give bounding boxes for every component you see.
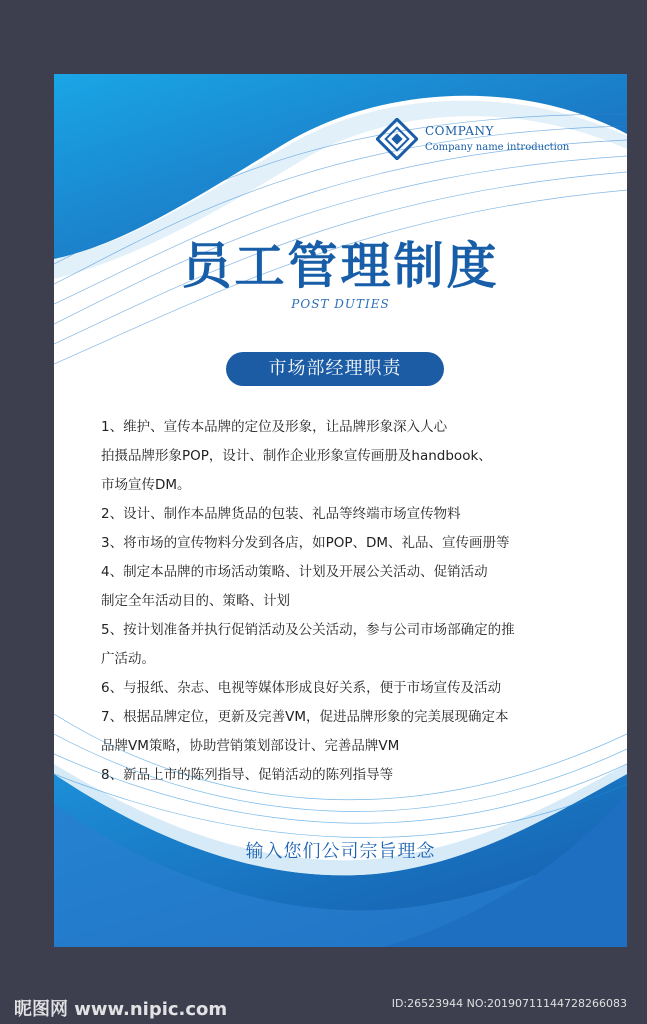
poster bbox=[54, 74, 627, 947]
watermark-image-id: ID:26523944 NO:20190711144728266083 bbox=[391, 997, 627, 1010]
page-title: 员工管理制度 bbox=[181, 236, 500, 295]
slogan: 输入您们公司宗旨理念 bbox=[245, 841, 436, 862]
duty-line: 3、将市场的宣传物料分发到各店，如POP、DM、礼品、宣传画册等 bbox=[101, 535, 510, 551]
duty-line: 8、新品上市的陈列指导、促销活动的陈列指导等 bbox=[101, 767, 394, 783]
duty-line: 市场宣传DM。 bbox=[101, 477, 191, 493]
company-name: COMPANY bbox=[425, 124, 494, 138]
company-intro: Company name introduction bbox=[425, 142, 570, 153]
page-subtitle: POST DUTIES bbox=[291, 297, 390, 311]
company-block bbox=[425, 124, 569, 153]
duty-line: 5、按计划准备并执行促销活动及公关活动，参与公司市场部确定的推 bbox=[101, 622, 515, 638]
watermark-site: 昵图网 www.nipic.com bbox=[14, 999, 228, 1020]
watermark-footer bbox=[0, 985, 647, 1024]
section-badge: 市场部经理职责 bbox=[226, 352, 444, 386]
duty-line: 广活动。 bbox=[101, 651, 155, 667]
duty-line: 制定全年活动目的、策略、计划 bbox=[101, 593, 290, 609]
diamond-logo-icon bbox=[376, 118, 418, 160]
duty-line: 1、维护、宣传本品牌的定位及形象，让品牌形象深入人心 bbox=[101, 419, 448, 435]
duty-line: 7、根据品牌定位，更新及完善VM，促进品牌形象的完美展现确定本 bbox=[101, 709, 509, 725]
duty-line: 4、制定本品牌的市场活动策略、计划及开展公关活动、促销活动 bbox=[101, 564, 488, 580]
duties-list bbox=[101, 413, 601, 790]
duty-line: 2、设计、制作本品牌货品的包装、礼品等终端市场宣传物料 bbox=[101, 506, 461, 522]
duty-line: 拍摄品牌形象POP，设计、制作企业形象宣传画册及handbook、 bbox=[101, 448, 492, 464]
duty-line: 6、与报纸、杂志、电视等媒体形成良好关系，便于市场宣传及活动 bbox=[101, 680, 502, 696]
duty-line: 品牌VM策略，协助营销策划部设计、完善品牌VM bbox=[101, 738, 400, 754]
